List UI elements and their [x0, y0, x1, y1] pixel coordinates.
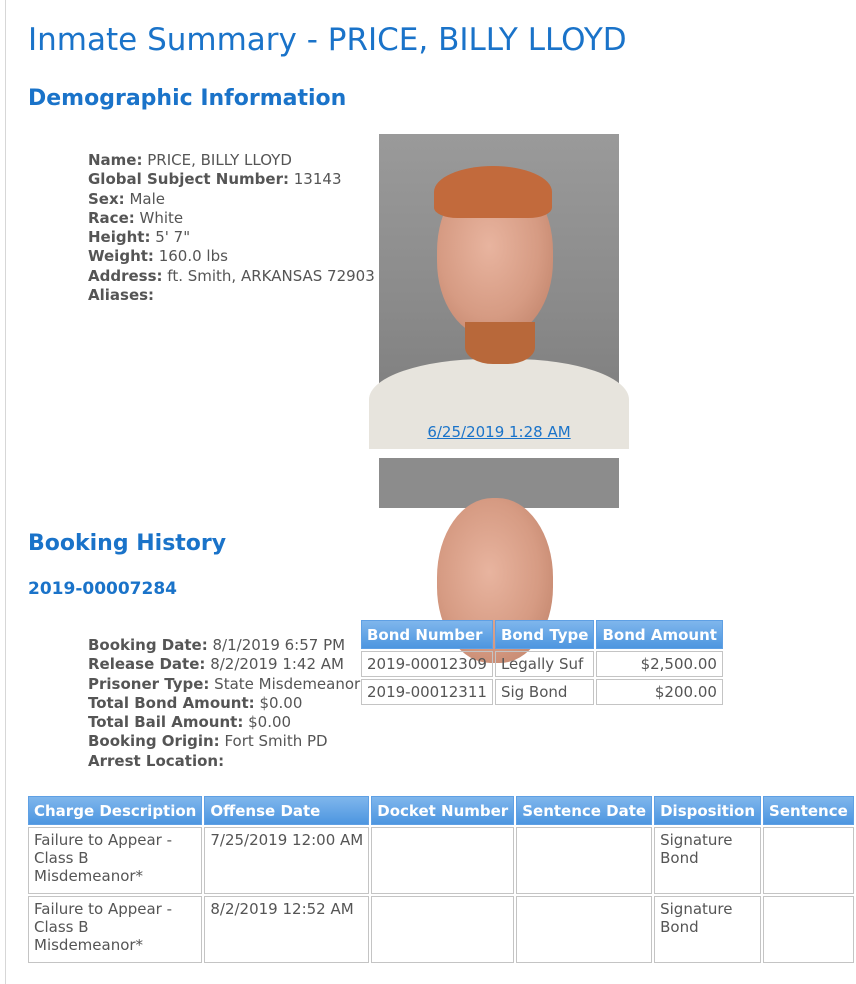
photo-beard [465, 322, 535, 364]
field-release-date [88, 655, 360, 674]
photo-hair [434, 166, 552, 218]
second-mugshot-photo[interactable] [379, 458, 619, 508]
field-booking-date [88, 636, 360, 655]
field-value: 13143 [293, 170, 342, 189]
field-label: Aliases: [88, 286, 155, 305]
field-value: $0.00 [248, 713, 292, 732]
field-value: PRICE, BILLY LLOYD [147, 151, 292, 169]
sentence-date-cell [516, 827, 652, 894]
sentence-cell [763, 827, 854, 894]
field-booking-origin [88, 732, 360, 751]
field-address [88, 267, 375, 286]
charge-description-cell: Failure to Appear - Class B Misdemeanor* [28, 827, 202, 894]
demographic-heading: Demographic Information [28, 86, 347, 111]
field-value: Fort Smith PD [224, 732, 328, 751]
table-row [28, 827, 854, 894]
field-label: Global Subject Number: [88, 170, 289, 189]
field-race [88, 209, 375, 228]
field-name [88, 151, 375, 170]
field-value: 160.0 lbs [158, 247, 228, 266]
booking-fields [88, 636, 360, 771]
field-label: Name: [88, 151, 143, 169]
field-value: ft. Smith, ARKANSAS 72903 [167, 266, 375, 285]
disposition-cell: Signature Bond [654, 896, 761, 963]
charge-description-column-header[interactable]: Charge Description [28, 796, 202, 825]
bond-number-cell: 2019-00012309 [361, 651, 493, 677]
mugshot-photo[interactable] [379, 134, 619, 423]
charge-table-header [28, 796, 854, 825]
field-value: $0.00 [259, 693, 303, 712]
table-row [361, 651, 723, 677]
bond-amount-cell: $200.00 [596, 679, 722, 705]
disposition-column-header[interactable]: Disposition [654, 796, 761, 825]
field-sex [88, 190, 375, 209]
field-weight [88, 247, 375, 266]
charge-table [26, 794, 856, 965]
field-global-subject-number [88, 170, 375, 189]
bond-table [359, 618, 725, 707]
field-value: 5' 7" [155, 228, 191, 247]
field-value: White [139, 208, 184, 227]
field-prisoner-type [88, 675, 360, 694]
field-label: Sex: [88, 189, 125, 208]
demographic-fields [88, 151, 375, 305]
bond-type-cell: Sig Bond [495, 679, 595, 705]
field-label: Race: [88, 208, 135, 227]
field-label: Booking Date: [88, 636, 208, 654]
field-value: Male [129, 189, 165, 208]
field-total-bail-amount [88, 713, 360, 732]
bond-number-column-header[interactable]: Bond Number [361, 620, 493, 649]
sentence-cell [763, 896, 854, 963]
field-label: Prisoner Type: [88, 674, 210, 693]
page-left-border [5, 0, 6, 984]
offense-date-cell: 7/25/2019 12:00 AM [204, 827, 369, 894]
field-value: 8/1/2019 6:57 PM [212, 636, 346, 654]
charge-table-container [26, 794, 848, 969]
sentence-date-cell [516, 896, 652, 963]
bond-amount-column-header[interactable]: Bond Amount [596, 620, 722, 649]
table-row [361, 679, 723, 705]
field-label: Height: [88, 228, 151, 247]
field-value: State Misdemeanor [214, 674, 361, 693]
table-row [28, 896, 854, 963]
bond-number-cell: 2019-00012311 [361, 679, 493, 705]
disposition-cell: Signature Bond [654, 827, 761, 894]
bond-type-column-header[interactable]: Bond Type [495, 620, 595, 649]
field-label: Address: [88, 266, 163, 285]
field-label: Total Bail Amount: [88, 713, 244, 732]
docket-number-cell [371, 896, 514, 963]
offense-date-cell: 8/2/2019 12:52 AM [204, 896, 369, 963]
bond-type-cell: Legally Suf [495, 651, 595, 677]
field-total-bond-amount [88, 694, 360, 713]
page-title: Inmate Summary - PRICE, BILLY LLOYD [28, 22, 627, 58]
field-value: 8/2/2019 1:42 AM [210, 655, 344, 674]
booking-history-heading: Booking History [28, 531, 227, 556]
mugshot-date-link[interactable]: 6/25/2019 1:28 AM [427, 423, 571, 441]
sentence-date-column-header[interactable]: Sentence Date [516, 796, 652, 825]
field-height [88, 228, 375, 247]
field-label: Release Date: [88, 655, 206, 674]
sentence-column-header[interactable]: Sentence [763, 796, 854, 825]
offense-date-column-header[interactable]: Offense Date [204, 796, 369, 825]
booking-number: 2019-00007284 [28, 579, 177, 599]
bond-amount-cell: $2,500.00 [596, 651, 722, 677]
field-label: Booking Origin: [88, 732, 220, 751]
field-aliases [88, 286, 375, 305]
bond-table-header [361, 620, 723, 649]
charge-description-cell: Failure to Appear - Class B Misdemeanor* [28, 896, 202, 963]
field-arrest-location [88, 752, 360, 771]
field-label: Arrest Location: [88, 751, 225, 770]
field-label: Weight: [88, 247, 154, 266]
docket-number-column-header[interactable]: Docket Number [371, 796, 514, 825]
field-label: Total Bond Amount: [88, 693, 255, 712]
docket-number-cell [371, 827, 514, 894]
